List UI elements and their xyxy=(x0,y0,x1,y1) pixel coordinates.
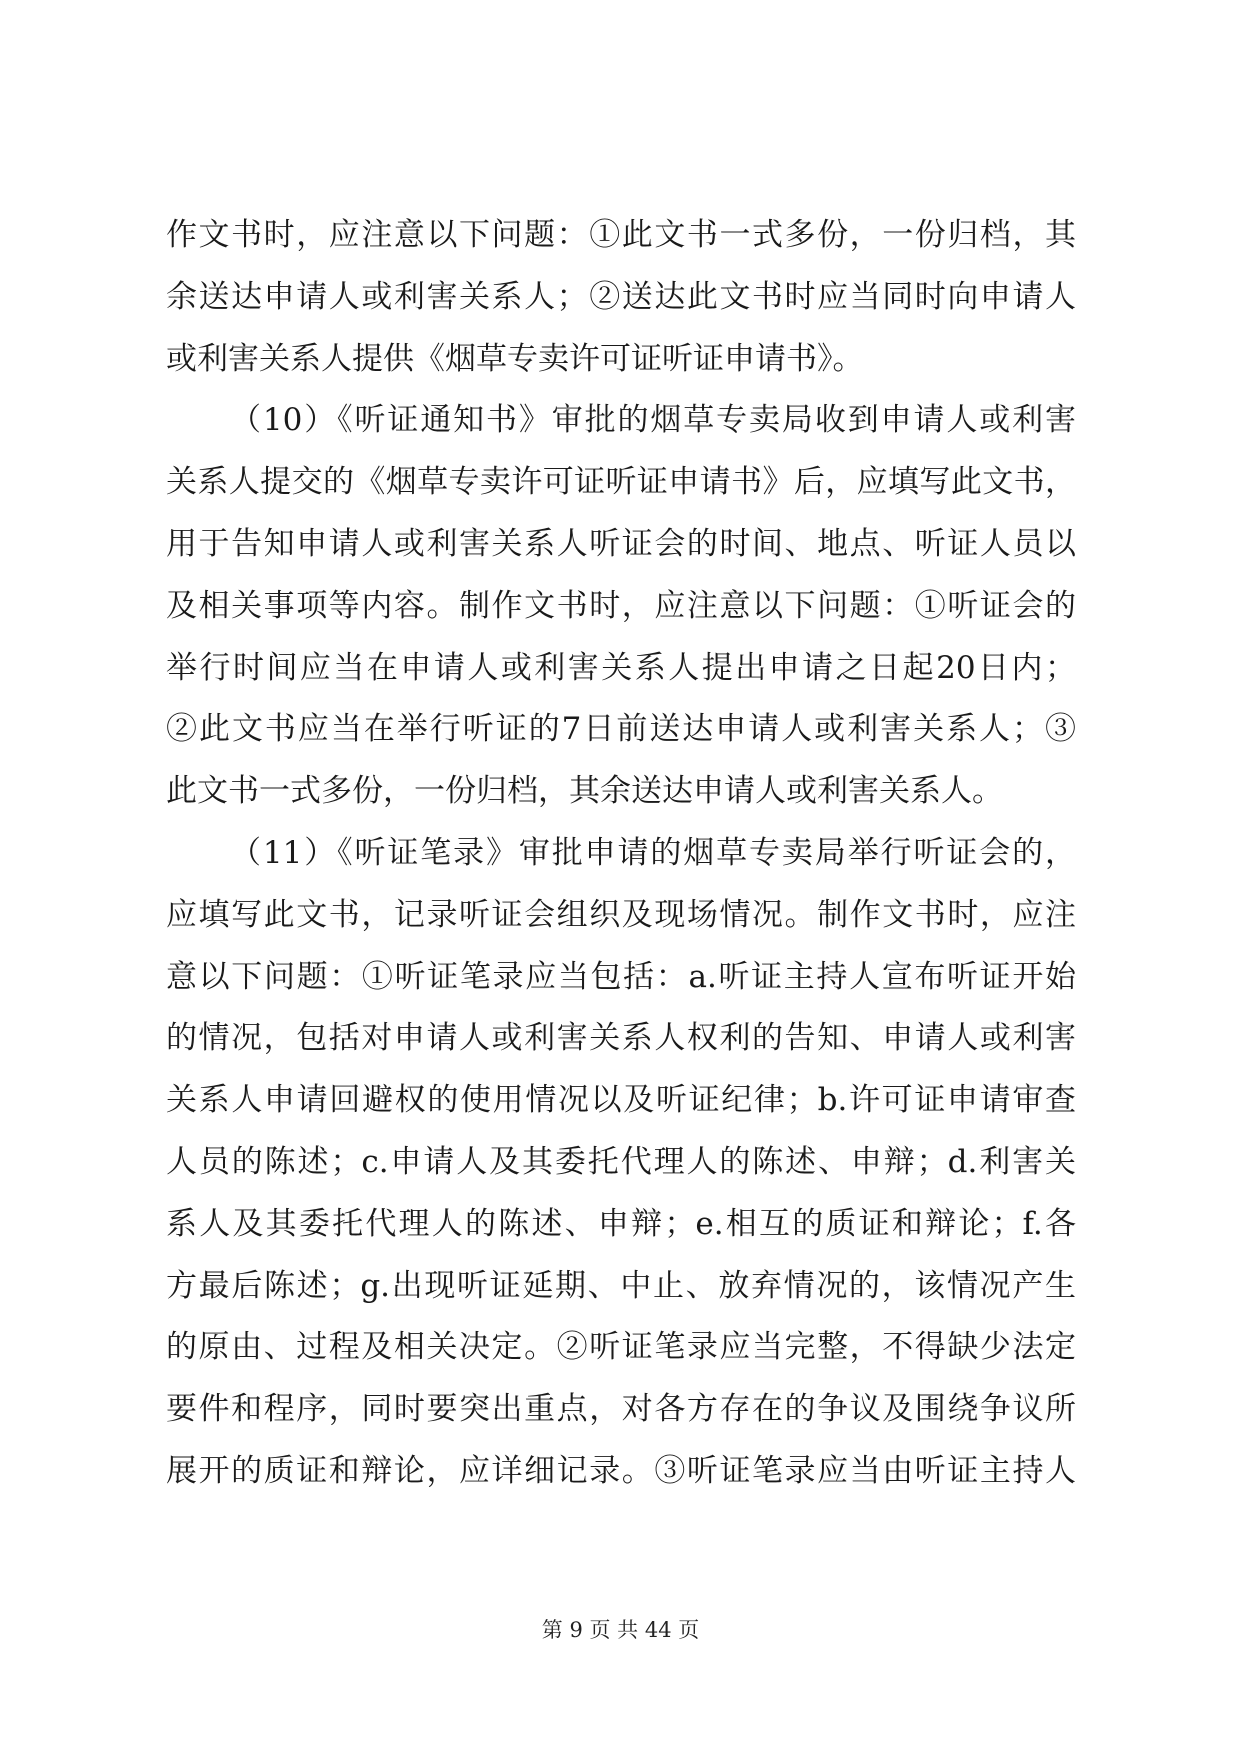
paragraph-start-line: （11）《听证笔录》审批申请的烟草专卖局举行听证会的， xyxy=(230,834,1076,871)
text-line: 的情况，包括对申请人或利害关系人权利的告知、申请人或利害 xyxy=(166,1020,1076,1057)
paragraph-start-line: （10）《听证通知书》审批的烟草专卖局收到申请人或利害 xyxy=(230,402,1076,439)
text-line: 方最后陈述；g.出现听证延期、中止、放弃情况的，该情况产生 xyxy=(166,1267,1076,1304)
text-line: 人员的陈述；c.申请人及其委托代理人的陈述、申辩；d.利害关 xyxy=(166,1143,1076,1180)
text-line: 作文书时，应注意以下问题：①此文书一式多份，一份归档，其 xyxy=(166,217,1076,253)
page-number-footer: 第 9 页 共 44 页 xyxy=(541,1618,700,1642)
text-line: 用于告知申请人或利害关系人听证会的时间、地点、听证人员以 xyxy=(166,525,1076,562)
text-line: 此文书一式多份，一份归档，其余送达申请人或利害关系人。 xyxy=(166,773,1003,810)
text-line: 要件和程序，同时要突出重点，对各方存在的争议及围绕争议所 xyxy=(166,1391,1076,1428)
text-line: 关系人申请回避权的使用情况以及听证纪律；b.许可证申请审查 xyxy=(166,1082,1076,1119)
text-line: 余送达申请人或利害关系人；②送达此文书时应当同时向申请人 xyxy=(166,278,1076,315)
text-line: ②此文书应当在举行听证的7日前送达申请人或利害关系人；③ xyxy=(166,711,1076,748)
text-line: 展开的质证和辩论，应详细记录。③听证笔录应当由听证主持人 xyxy=(166,1452,1076,1489)
text-line: 举行时间应当在申请人或利害关系人提出申请之日起20日内； xyxy=(166,649,1076,686)
text-line: 或利害关系人提供《烟草专卖许可证听证申请书》。 xyxy=(166,340,864,377)
text-line: 应填写此文书，记录听证会组织及现场情况。制作文书时，应注 xyxy=(166,896,1076,933)
text-line: 的原由、过程及相关决定。②听证笔录应当完整，不得缺少法定 xyxy=(166,1329,1076,1366)
text-line: 及相关事项等内容。制作文书时，应注意以下问题：①听证会的 xyxy=(166,587,1076,624)
text-line: 意以下问题：①听证笔录应当包括：a.听证主持人宣布听证开始 xyxy=(166,958,1076,995)
text-line: 系人及其委托代理人的陈述、申辩；e.相互的质证和辩论；f.各 xyxy=(166,1205,1076,1242)
text-line: 关系人提交的《烟草专卖许可证听证申请书》后，应填写此文书， xyxy=(166,464,1076,501)
body-text xyxy=(166,205,1076,1503)
